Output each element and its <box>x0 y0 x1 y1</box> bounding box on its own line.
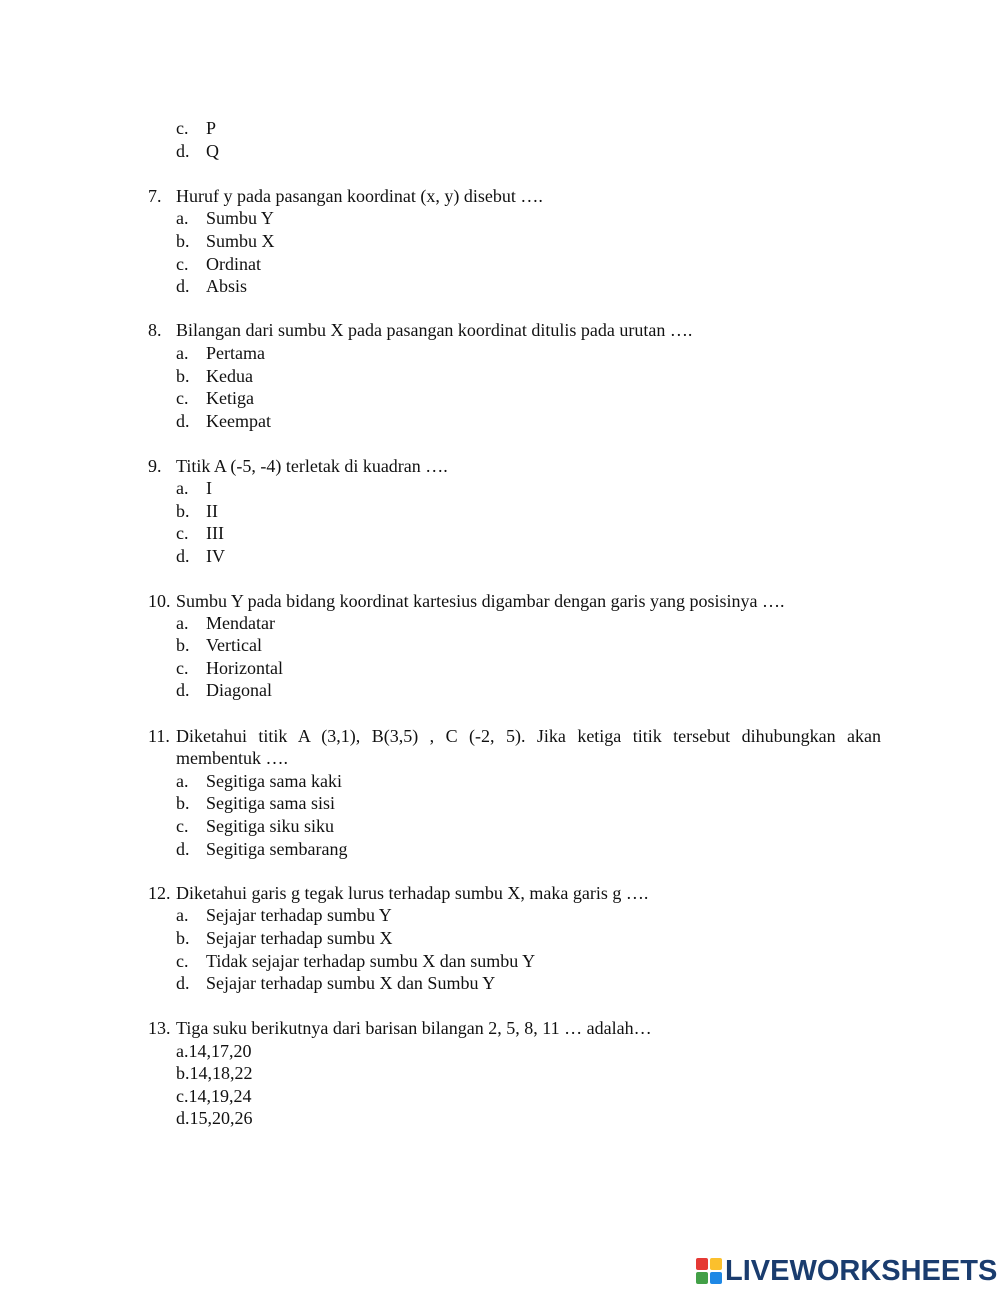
option-text: I <box>206 478 212 498</box>
logo-square-yellow <box>710 1258 722 1270</box>
option-letter: d. <box>176 680 190 700</box>
question-number: 10. <box>148 591 171 611</box>
liveworksheets-logo-icon <box>696 1258 722 1284</box>
question-number: 8. <box>148 320 162 340</box>
option-letter: d. <box>176 141 190 161</box>
option-text: Sumbu X <box>206 231 275 251</box>
option-letter: c. <box>176 388 189 408</box>
logo-square-red <box>696 1258 708 1270</box>
option-text: Diagonal <box>206 680 272 700</box>
question-text: Bilangan dari sumbu X pada pasangan koordinat ditulis pada urutan …. <box>176 320 693 340</box>
option-text: Segitiga siku siku <box>206 816 335 836</box>
question-text-line-2: membentuk …. <box>176 748 288 768</box>
option-letter: d. <box>176 839 190 859</box>
option-letter: a. <box>176 905 189 925</box>
option-text: Sejajar terhadap sumbu Y <box>206 905 392 925</box>
question-number: 12. <box>148 883 171 903</box>
option-text: IV <box>206 546 225 566</box>
question-text-line-1: Diketahui titik A (3,1), B(3,5) , C (-2, 5). Jika ketiga titik tersebut dihubungkan akan <box>176 726 881 746</box>
option-text: a.14,17,20 <box>176 1041 252 1061</box>
option-text: Sumbu Y <box>206 208 274 228</box>
question-number: 13. <box>148 1018 171 1038</box>
option-letter: a. <box>176 771 189 791</box>
option-letter: d. <box>176 411 190 431</box>
option-text: d.15,20,26 <box>176 1108 253 1128</box>
option-letter: a. <box>176 343 189 363</box>
question-text: Tiga suku berikutnya dari barisan bilangan 2, 5, 8, 11 … adalah… <box>176 1018 652 1038</box>
option-text: b.14,18,22 <box>176 1063 253 1083</box>
option-letter: b. <box>176 366 190 386</box>
option-letter: d. <box>176 546 190 566</box>
question-number: 9. <box>148 456 162 476</box>
option-text: II <box>206 501 218 521</box>
option-text: Segitiga sama sisi <box>206 793 335 813</box>
logo-square-green <box>696 1272 708 1284</box>
question-number: 7. <box>148 186 162 206</box>
option-text: Ketiga <box>206 388 254 408</box>
option-text: c.14,19,24 <box>176 1086 252 1106</box>
option-letter: a. <box>176 613 189 633</box>
option-text: Mendatar <box>206 613 275 633</box>
option-letter: b. <box>176 793 190 813</box>
option-letter: c. <box>176 523 189 543</box>
option-text: Kedua <box>206 366 253 386</box>
option-text: Sejajar terhadap sumbu X <box>206 928 393 948</box>
option-letter: c. <box>176 816 189 836</box>
option-letter: a. <box>176 208 189 228</box>
option-letter: a. <box>176 478 189 498</box>
logo-text: LIVEWORKSHEETS <box>725 1255 998 1287</box>
logo-square-blue <box>710 1272 722 1284</box>
option-text: Absis <box>206 276 248 296</box>
option-text: Keempat <box>206 411 271 431</box>
option-letter: b. <box>176 501 190 521</box>
option-letter: b. <box>176 635 190 655</box>
option-text: Sejajar terhadap sumbu X dan Sumbu Y <box>206 973 496 993</box>
option-letter: c. <box>176 118 189 138</box>
option-letter: c. <box>176 658 189 678</box>
question-text: Diketahui garis g tegak lurus terhadap sumbu X, maka garis g …. <box>176 883 649 903</box>
option-text: Segitiga sama kaki <box>206 771 342 791</box>
option-letter: d. <box>176 973 190 993</box>
option-text: P <box>206 118 217 138</box>
option-text: Horizontal <box>206 658 283 678</box>
question-text: Sumbu Y pada bidang koordinat kartesius digambar dengan garis yang posisinya …. <box>176 591 785 611</box>
option-letter: d. <box>176 276 190 296</box>
option-text: Q <box>206 141 219 161</box>
option-text: Segitiga sembarang <box>206 839 348 859</box>
liveworksheets-logo[interactable] <box>696 1255 997 1287</box>
option-letter: c. <box>176 254 189 274</box>
option-letter: c. <box>176 951 189 971</box>
option-text: Pertama <box>206 343 265 363</box>
option-letter: b. <box>176 231 190 251</box>
option-text: Ordinat <box>206 254 261 274</box>
option-text: Vertical <box>206 635 262 655</box>
question-text: Huruf y pada pasangan koordinat (x, y) disebut …. <box>176 186 543 206</box>
question-number: 11. <box>148 726 170 746</box>
option-text: III <box>206 523 224 543</box>
option-text: Tidak sejajar terhadap sumbu X dan sumbu Y <box>206 951 536 971</box>
question-text: Titik A (-5, -4) terletak di kuadran …. <box>176 456 448 476</box>
option-letter: b. <box>176 928 190 948</box>
